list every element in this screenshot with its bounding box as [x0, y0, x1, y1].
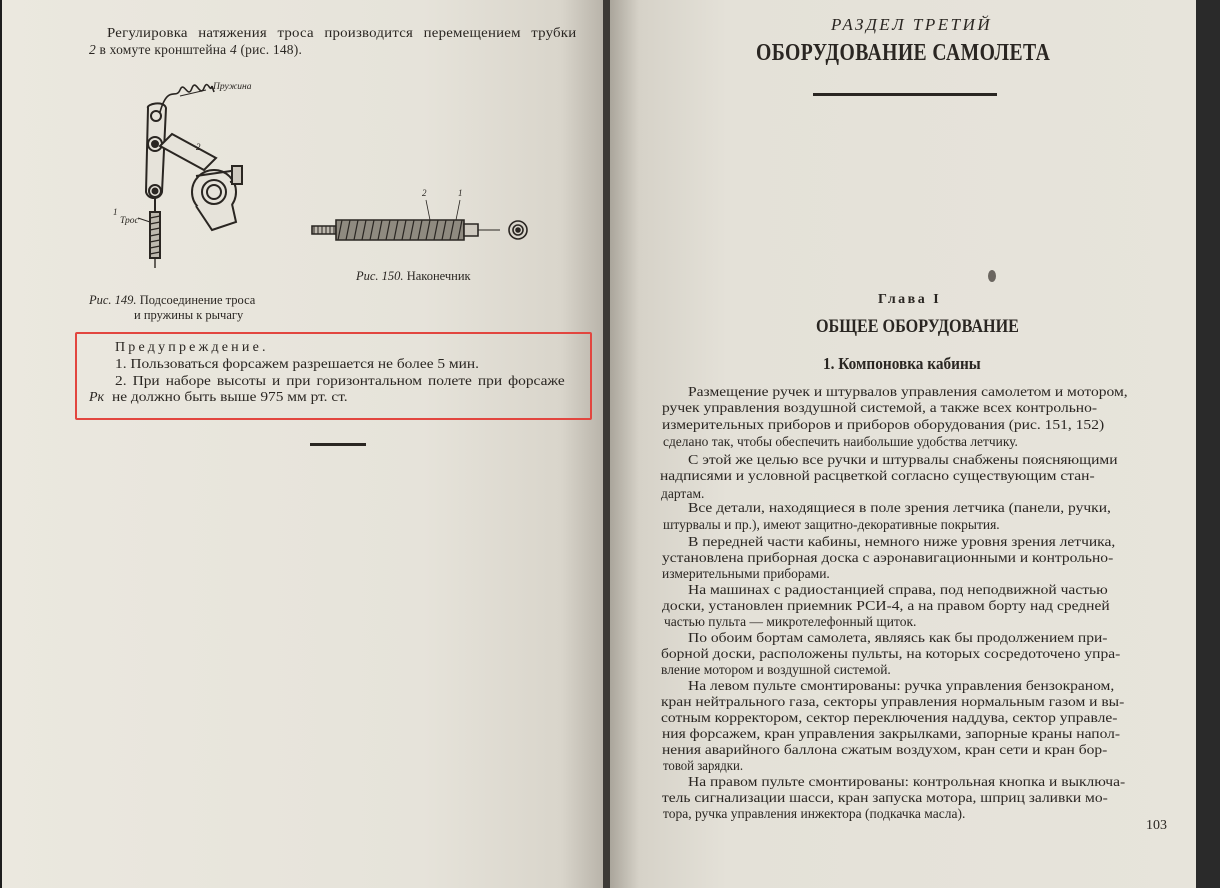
body-text-line: измерительных приборов и приборов оборудования (рис. 151, 152) — [662, 417, 1105, 432]
body-text-line: тель сигнализации шасси, кран запуска мотора, шприц заливки мо- — [662, 790, 1108, 805]
body-text-line: надписями и условной расцветкой согласно существующим стан- — [660, 468, 1095, 483]
figure-150-label-1: 1 — [458, 188, 463, 198]
figure-150-drawing — [0, 0, 600, 300]
body-text-line: тора, ручка управления инжектора (подкачка масла). — [663, 806, 966, 821]
caption-number: Рис. 149. — [89, 293, 137, 307]
ref-number: 2 — [89, 42, 96, 57]
heading-rule — [813, 93, 997, 96]
figure-149-label-1: 1 — [113, 207, 118, 217]
caption-number: Рис. 150. — [356, 269, 404, 283]
body-text-line: установлена приборная доска с аэронавигационными и контрольно- — [662, 550, 1114, 565]
warning-pressure-symbol: Pк — [89, 390, 105, 405]
figure-150-label-2: 2 — [422, 188, 427, 198]
body-text-line: вление мотором и воздушной системой. — [661, 662, 891, 677]
section-heading: ОБОРУДОВАНИЕ САМОЛЕТА — [756, 40, 1051, 66]
body-text-line: доски, установлен приемник РСИ-4, а на правом борту над средней — [662, 598, 1110, 613]
body-text-line: частью пульта — микротелефонный щиток. — [664, 614, 917, 629]
body-text-line: кран нейтрального газа, секторы управления нормальным газом и вы- — [661, 694, 1125, 709]
intro-line-1: Регулировка натяжения троса производится перемещением трубки — [107, 25, 577, 40]
body-text-line: товой зарядки. — [663, 758, 744, 773]
figure-149-label-cable: Трос — [120, 216, 139, 226]
warning-item-2: 2. При наборе высоты и при горизонтальном полете при форсаже — [115, 374, 565, 389]
body-text-line: сотным корректором, сектор переключения наддува, сектор управле- — [661, 710, 1118, 725]
subsection-heading: 1. Компоновка кабины — [823, 354, 981, 373]
body-text-line: В передней части кабины, немного ниже уровня зрения летчика, — [688, 534, 1116, 549]
caption-text: Наконечник — [403, 269, 471, 283]
body-text-line: нения аварийного баллона сжатым воздухом, кран сети и кран бор- — [662, 742, 1108, 757]
body-text-line: На левом пульте смонтированы: ручка управления бензокраном, — [688, 678, 1115, 693]
warning-title: Предупреждение. — [115, 340, 269, 355]
body-text-line: Размещение ручек и штурвалов управления самолетом и мотором, — [688, 384, 1128, 399]
intro-text: в хомуте кронштейна — [95, 42, 230, 57]
intro-text: (рис. 148). — [236, 42, 303, 57]
body-text-line: Все детали, находящиеся в поле зрения летчика (панели, ручки, — [688, 500, 1111, 515]
chapter-label: Глава I — [878, 292, 942, 307]
body-text-line: На правом пульте смонтированы: контрольная кнопка и выключа- — [688, 774, 1126, 789]
section-label: РАЗДЕЛ ТРЕТИЙ — [831, 15, 993, 34]
ref-number: 4 — [229, 42, 237, 57]
figure-150-caption — [356, 269, 471, 284]
scan-border — [1196, 0, 1220, 888]
body-text-line: дартам. — [661, 486, 705, 501]
figure-149-label-2: 2 — [196, 142, 201, 152]
warning-item-3: не должно быть выше 975 мм рт. ст. — [112, 390, 348, 405]
section-end-rule — [310, 443, 366, 446]
figure-149-label-spring: Пружина — [213, 82, 252, 92]
body-text-line: измерительными приборами. — [662, 566, 830, 581]
body-text-line: ния форсажем, кран управления закрылками, запорные краны напол- — [662, 726, 1121, 741]
warning-item-1: 1. Пользоваться форсажем разрешается не более 5 мин. — [115, 357, 480, 372]
book-gutter — [603, 0, 610, 888]
ink-spot — [988, 270, 996, 282]
body-text-line: сделано так, чтобы обеспечить наибольшие удобства летчику. — [663, 434, 1018, 449]
body-text-line: На машинах с радиостанцией справа, под неподвижной частью — [688, 582, 1108, 597]
body-text-line: ручек управления воздушной системой, а также всех контрольно- — [662, 400, 1098, 415]
body-text-line: По обоим бортам самолета, являясь как бы продолжением при- — [688, 630, 1108, 645]
caption-text: Подсоединение троса — [136, 293, 256, 307]
page-number: 103 — [1146, 818, 1167, 833]
body-text-line: штурвалы и пр.), имеют защитно-декоративные покрытия. — [663, 517, 1000, 532]
body-text-line: борной доски, расположены пульты, на которых сосредоточено упра- — [661, 646, 1121, 661]
body-text-line: С этой же целью все ручки и штурвалы снабжены поясняющими — [688, 452, 1118, 467]
chapter-heading: ОБЩЕЕ ОБОРУДОВАНИЕ — [816, 316, 1019, 337]
figure-149-caption-line-2: и пружины к рычагу — [134, 308, 244, 322]
